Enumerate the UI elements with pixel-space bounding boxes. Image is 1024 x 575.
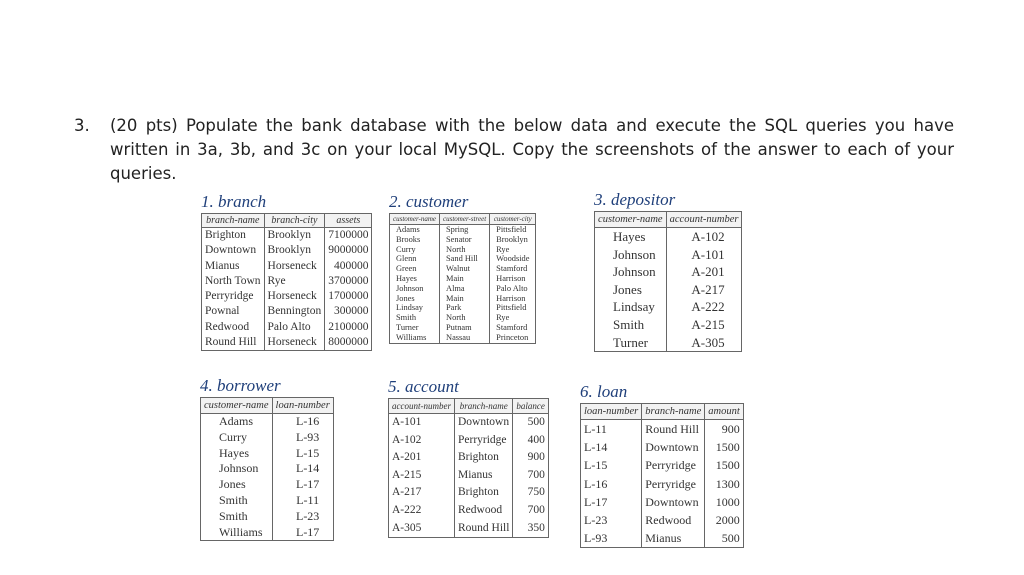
question-block bbox=[74, 114, 954, 186]
branch-table-cell: 8000000 bbox=[325, 335, 372, 351]
branch-column-header: branch-name bbox=[202, 214, 265, 228]
branch-table-cell: Perryridge bbox=[202, 289, 265, 304]
depositor-table-cell: A-305 bbox=[666, 334, 742, 352]
question-number: 3. bbox=[74, 116, 90, 135]
branch-table bbox=[201, 213, 372, 351]
account-table-cell: 700 bbox=[513, 502, 549, 520]
loan-table-row bbox=[581, 475, 744, 493]
customer-table-cell: Williams bbox=[390, 333, 440, 343]
customer-table-block bbox=[389, 193, 536, 344]
loan-table-cell: Perryridge bbox=[642, 475, 705, 493]
depositor-table-row bbox=[595, 334, 742, 352]
account-table bbox=[388, 398, 549, 538]
borrower-table-row bbox=[201, 509, 334, 525]
loan-table-row bbox=[581, 511, 744, 529]
customer-table-cell: Glenn bbox=[390, 254, 440, 264]
branch-table-cell: Horseneck bbox=[264, 335, 325, 351]
depositor-table-cell: A-217 bbox=[666, 281, 742, 299]
customer-table-row bbox=[390, 294, 536, 304]
customer-table-row bbox=[390, 235, 536, 245]
customer-table-row bbox=[390, 264, 536, 274]
loan-table-cell: L-11 bbox=[581, 420, 642, 439]
loan-table-cell: 2000 bbox=[705, 511, 744, 529]
customer-table-cell: Smith bbox=[390, 313, 440, 323]
loan-table-cell: Round Hill bbox=[642, 420, 705, 439]
customer-table-cell: Sand Hill bbox=[440, 254, 490, 264]
borrower-table-cell: Jones bbox=[201, 477, 273, 493]
customer-table-cell: Stamford bbox=[490, 323, 536, 333]
customer-table-cell: Johnson bbox=[390, 284, 440, 294]
account-table-cell: Mianus bbox=[454, 467, 512, 485]
branch-table-cell: Brooklyn bbox=[264, 243, 325, 258]
customer-table-title: 2. customer bbox=[389, 192, 469, 211]
customer-table-row bbox=[390, 225, 536, 235]
borrower-table-cell: L-23 bbox=[272, 509, 333, 525]
borrower-table-row bbox=[201, 477, 334, 493]
customer-table-row bbox=[390, 333, 536, 343]
loan-column-header: branch-name bbox=[642, 404, 705, 420]
depositor-column-header: account-number bbox=[666, 212, 742, 228]
loan-table-cell: 1300 bbox=[705, 475, 744, 493]
borrower-table-cell: Hayes bbox=[201, 446, 273, 462]
customer-table-cell: Nassau bbox=[440, 333, 490, 343]
customer-table-cell: Park bbox=[440, 303, 490, 313]
customer-table-cell: Putnam bbox=[440, 323, 490, 333]
loan-table-cell: L-14 bbox=[581, 438, 642, 456]
loan-table-cell: 900 bbox=[705, 420, 744, 439]
borrower-table-cell: L-11 bbox=[272, 493, 333, 509]
depositor-table-cell: A-222 bbox=[666, 298, 742, 316]
customer-table-cell: Harrison bbox=[490, 274, 536, 284]
customer-table-cell: Stamford bbox=[490, 264, 536, 274]
account-table-title: 5. account bbox=[388, 377, 459, 396]
account-column-header: account-number bbox=[389, 399, 455, 414]
depositor-table bbox=[594, 211, 742, 352]
loan-table-row bbox=[581, 456, 744, 474]
branch-table-cell: Round Hill bbox=[202, 335, 265, 351]
borrower-table-row bbox=[201, 414, 334, 430]
loan-table-cell: Downtown bbox=[642, 493, 705, 511]
customer-table-row bbox=[390, 254, 536, 264]
customer-table bbox=[389, 213, 536, 344]
customer-table-row bbox=[390, 274, 536, 284]
loan-table-cell: 1500 bbox=[705, 438, 744, 456]
borrower-column-header: loan-number bbox=[272, 398, 333, 414]
depositor-table-row bbox=[595, 246, 742, 264]
loan-table-cell: L-16 bbox=[581, 475, 642, 493]
depositor-column-header: customer-name bbox=[595, 212, 667, 228]
borrower-table-cell: Smith bbox=[201, 493, 273, 509]
depositor-table-cell: A-215 bbox=[666, 316, 742, 334]
loan-table-cell: 500 bbox=[705, 529, 744, 548]
account-table-cell: Brighton bbox=[454, 449, 512, 467]
customer-table-cell: North bbox=[440, 313, 490, 323]
question-text: (20 pts) Populate the bank database with the below data and execute the SQL queries you have written in 3a, 3b, and 3c on your local MySQL. Copy the screenshots of the answer to each of your queries. bbox=[110, 116, 954, 183]
branch-table-cell: Brighton bbox=[202, 228, 265, 244]
account-table-cell: Round Hill bbox=[454, 520, 512, 538]
branch-table-cell: 300000 bbox=[325, 304, 372, 319]
account-table-cell: Perryridge bbox=[454, 432, 512, 450]
branch-table-title: 1. branch bbox=[201, 192, 267, 211]
customer-table-cell: Walnut bbox=[440, 264, 490, 274]
loan-table-cell: L-15 bbox=[581, 456, 642, 474]
customer-column-header: customer-name bbox=[390, 214, 440, 225]
borrower-table-cell: L-93 bbox=[272, 430, 333, 446]
customer-table-cell: Alma bbox=[440, 284, 490, 294]
branch-table-cell: North Town bbox=[202, 274, 265, 289]
loan-column-header: amount bbox=[705, 404, 744, 420]
borrower-table-cell: Johnson bbox=[201, 461, 273, 477]
depositor-table-row bbox=[595, 263, 742, 281]
account-table-row bbox=[389, 502, 549, 520]
branch-table-cell: Brooklyn bbox=[264, 228, 325, 244]
account-table-block bbox=[388, 378, 549, 538]
borrower-table-row bbox=[201, 446, 334, 462]
account-column-header: branch-name bbox=[454, 399, 512, 414]
depositor-table-title: 3. depositor bbox=[594, 190, 676, 209]
customer-table-cell: Harrison bbox=[490, 294, 536, 304]
borrower-table-block bbox=[200, 377, 334, 541]
customer-table-cell: Pittsfield bbox=[490, 303, 536, 313]
branch-table-row bbox=[202, 320, 372, 335]
borrower-table-cell: Adams bbox=[201, 414, 273, 430]
account-table-cell: Downtown bbox=[454, 414, 512, 432]
borrower-table-cell: L-15 bbox=[272, 446, 333, 462]
loan-table-row bbox=[581, 420, 744, 439]
branch-table-cell: 9000000 bbox=[325, 243, 372, 258]
loan-table-cell: Perryridge bbox=[642, 456, 705, 474]
customer-table-cell: Princeton bbox=[490, 333, 536, 343]
loan-table-title: 6. loan bbox=[580, 382, 628, 401]
account-table-row bbox=[389, 484, 549, 502]
borrower-table-row bbox=[201, 525, 334, 541]
borrower-table-cell: L-14 bbox=[272, 461, 333, 477]
account-table-cell: A-101 bbox=[389, 414, 455, 432]
branch-table-row bbox=[202, 274, 372, 289]
loan-table-cell: Downtown bbox=[642, 438, 705, 456]
account-table-cell: 900 bbox=[513, 449, 549, 467]
branch-table-cell: Redwood bbox=[202, 320, 265, 335]
borrower-table bbox=[200, 397, 334, 541]
customer-table-cell: Senator bbox=[440, 235, 490, 245]
branch-table-row bbox=[202, 228, 372, 244]
borrower-table-cell: L-16 bbox=[272, 414, 333, 430]
branch-table-block bbox=[201, 193, 372, 351]
branch-table-cell: Rye bbox=[264, 274, 325, 289]
customer-table-cell: Rye bbox=[490, 313, 536, 323]
branch-table-cell: Palo Alto bbox=[264, 320, 325, 335]
account-table-cell: 750 bbox=[513, 484, 549, 502]
customer-column-header: customer-street bbox=[440, 214, 490, 225]
account-table-cell: A-305 bbox=[389, 520, 455, 538]
branch-table-cell: Bennington bbox=[264, 304, 325, 319]
loan-table-cell: L-93 bbox=[581, 529, 642, 548]
borrower-table-cell: Smith bbox=[201, 509, 273, 525]
loan-table-cell: Redwood bbox=[642, 511, 705, 529]
branch-column-header: assets bbox=[325, 214, 372, 228]
depositor-table-cell: Johnson bbox=[595, 246, 667, 264]
branch-table-cell: 7100000 bbox=[325, 228, 372, 244]
customer-table-cell: Lindsay bbox=[390, 303, 440, 313]
account-table-cell: 400 bbox=[513, 432, 549, 450]
borrower-table-row bbox=[201, 461, 334, 477]
loan-table-row bbox=[581, 438, 744, 456]
account-table-cell: A-222 bbox=[389, 502, 455, 520]
loan-table-block bbox=[580, 383, 744, 548]
customer-table-row bbox=[390, 245, 536, 255]
branch-table-cell: 1700000 bbox=[325, 289, 372, 304]
customer-table-cell: Hayes bbox=[390, 274, 440, 284]
account-table-cell: Brighton bbox=[454, 484, 512, 502]
branch-table-cell: Downtown bbox=[202, 243, 265, 258]
account-column-header: balance bbox=[513, 399, 549, 414]
branch-table-cell: 3700000 bbox=[325, 274, 372, 289]
account-table-row bbox=[389, 449, 549, 467]
branch-table-row bbox=[202, 335, 372, 351]
branch-table-cell: Pownal bbox=[202, 304, 265, 319]
branch-table-row bbox=[202, 289, 372, 304]
account-table-row bbox=[389, 432, 549, 450]
depositor-table-block bbox=[594, 191, 742, 352]
customer-table-cell: Curry bbox=[390, 245, 440, 255]
account-table-cell: A-201 bbox=[389, 449, 455, 467]
borrower-column-header: customer-name bbox=[201, 398, 273, 414]
account-table-cell: 700 bbox=[513, 467, 549, 485]
depositor-table-row bbox=[595, 298, 742, 316]
depositor-table-cell: A-101 bbox=[666, 246, 742, 264]
customer-table-row bbox=[390, 284, 536, 294]
account-table-cell: 350 bbox=[513, 520, 549, 538]
customer-table-cell: Rye bbox=[490, 245, 536, 255]
customer-table-cell: Green bbox=[390, 264, 440, 274]
customer-table-cell: Spring bbox=[440, 225, 490, 235]
customer-table-cell: Turner bbox=[390, 323, 440, 333]
depositor-table-cell: Lindsay bbox=[595, 298, 667, 316]
customer-table-cell: Pittsfield bbox=[490, 225, 536, 235]
loan-table-cell: 1500 bbox=[705, 456, 744, 474]
customer-table-cell: Brooklyn bbox=[490, 235, 536, 245]
branch-table-row bbox=[202, 259, 372, 274]
account-table-cell: A-102 bbox=[389, 432, 455, 450]
customer-table-cell: Brooks bbox=[390, 235, 440, 245]
customer-table-cell: Palo Alto bbox=[490, 284, 536, 294]
depositor-table-cell: A-201 bbox=[666, 263, 742, 281]
loan-column-header: loan-number bbox=[581, 404, 642, 420]
account-table-cell: Redwood bbox=[454, 502, 512, 520]
borrower-table-row bbox=[201, 430, 334, 446]
depositor-table-row bbox=[595, 316, 742, 334]
loan-table-cell: L-17 bbox=[581, 493, 642, 511]
loan-table-row bbox=[581, 529, 744, 548]
account-table-row bbox=[389, 414, 549, 432]
depositor-table-cell: Johnson bbox=[595, 263, 667, 281]
branch-table-cell: Horseneck bbox=[264, 289, 325, 304]
customer-table-row bbox=[390, 303, 536, 313]
depositor-table-row bbox=[595, 228, 742, 246]
depositor-table-cell: Smith bbox=[595, 316, 667, 334]
branch-table-cell: 400000 bbox=[325, 259, 372, 274]
depositor-table-cell: Jones bbox=[595, 281, 667, 299]
depositor-table-cell: Hayes bbox=[595, 228, 667, 246]
borrower-table-title: 4. borrower bbox=[200, 376, 281, 395]
loan-table-cell: L-23 bbox=[581, 511, 642, 529]
depositor-table-cell: Turner bbox=[595, 334, 667, 352]
account-table-cell: A-215 bbox=[389, 467, 455, 485]
account-table-row bbox=[389, 467, 549, 485]
loan-table-cell: Mianus bbox=[642, 529, 705, 548]
depositor-table-row bbox=[595, 281, 742, 299]
account-table-row bbox=[389, 520, 549, 538]
loan-table-cell: 1000 bbox=[705, 493, 744, 511]
loan-table bbox=[580, 403, 744, 548]
borrower-table-cell: L-17 bbox=[272, 477, 333, 493]
customer-table-row bbox=[390, 313, 536, 323]
customer-table-cell: Main bbox=[440, 274, 490, 284]
customer-table-cell: Main bbox=[440, 294, 490, 304]
account-table-cell: 500 bbox=[513, 414, 549, 432]
branch-table-cell: 2100000 bbox=[325, 320, 372, 335]
loan-table-row bbox=[581, 493, 744, 511]
depositor-table-cell: A-102 bbox=[666, 228, 742, 246]
customer-column-header: customer-city bbox=[490, 214, 536, 225]
customer-table-row bbox=[390, 323, 536, 333]
customer-table-cell: North bbox=[440, 245, 490, 255]
branch-column-header: branch-city bbox=[264, 214, 325, 228]
customer-table-cell: Woodside bbox=[490, 254, 536, 264]
customer-table-cell: Adams bbox=[390, 225, 440, 235]
branch-table-row bbox=[202, 243, 372, 258]
customer-table-cell: Jones bbox=[390, 294, 440, 304]
branch-table-cell: Mianus bbox=[202, 259, 265, 274]
borrower-table-cell: Curry bbox=[201, 430, 273, 446]
branch-table-row bbox=[202, 304, 372, 319]
borrower-table-cell: Williams bbox=[201, 525, 273, 541]
branch-table-cell: Horseneck bbox=[264, 259, 325, 274]
borrower-table-cell: L-17 bbox=[272, 525, 333, 541]
borrower-table-row bbox=[201, 493, 334, 509]
account-table-cell: A-217 bbox=[389, 484, 455, 502]
